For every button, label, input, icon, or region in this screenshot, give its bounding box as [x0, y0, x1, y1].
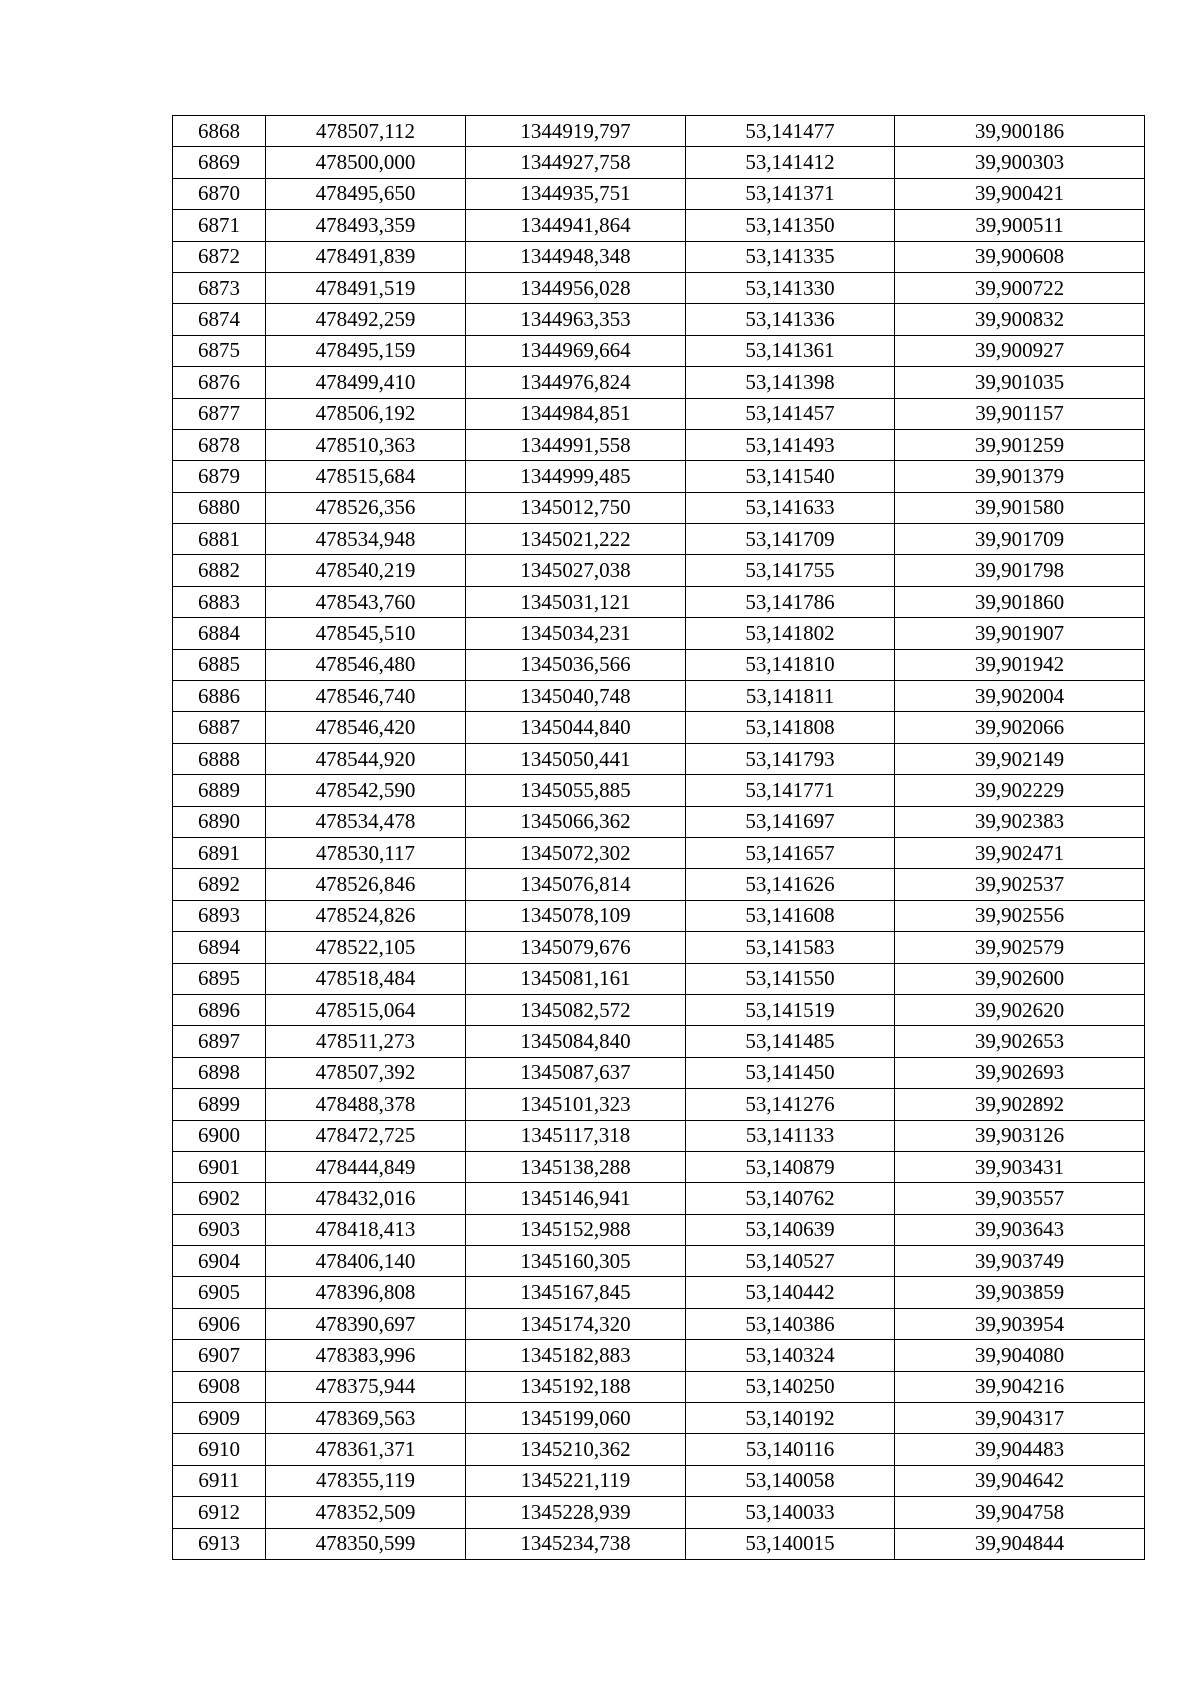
point-number-cell: 6911: [173, 1465, 266, 1496]
latitude-cell: 53,141485: [686, 1026, 895, 1057]
latitude-cell: 53,141811: [686, 681, 895, 712]
latitude-cell: 53,141583: [686, 932, 895, 963]
point-number-cell: 6894: [173, 932, 266, 963]
point-number-cell: 6871: [173, 210, 266, 241]
y-coordinate-cell: 1345040,748: [466, 681, 686, 712]
longitude-cell: 39,902892: [895, 1089, 1145, 1120]
longitude-cell: 39,903126: [895, 1120, 1145, 1151]
y-coordinate-cell: 1345082,572: [466, 994, 686, 1025]
table-row: [173, 147, 1145, 178]
x-coordinate-cell: 478418,413: [266, 1214, 466, 1245]
point-number-cell: 6898: [173, 1057, 266, 1088]
point-number-cell: 6891: [173, 837, 266, 868]
table-row: [173, 1403, 1145, 1434]
point-number-cell: 6869: [173, 147, 266, 178]
x-coordinate-cell: 478488,378: [266, 1089, 466, 1120]
point-number-cell: 6879: [173, 461, 266, 492]
x-coordinate-cell: 478444,849: [266, 1151, 466, 1182]
point-number-cell: 6886: [173, 681, 266, 712]
table-row: [173, 837, 1145, 868]
longitude-cell: 39,902579: [895, 932, 1145, 963]
x-coordinate-cell: 478511,273: [266, 1026, 466, 1057]
longitude-cell: 39,904758: [895, 1497, 1145, 1528]
table-row: [173, 1308, 1145, 1339]
latitude-cell: 53,140250: [686, 1371, 895, 1402]
y-coordinate-cell: 1344948,348: [466, 241, 686, 272]
latitude-cell: 53,141477: [686, 116, 895, 147]
y-coordinate-cell: 1344963,353: [466, 304, 686, 335]
table-row: [173, 743, 1145, 774]
longitude-cell: 39,904642: [895, 1465, 1145, 1496]
longitude-cell: 39,901798: [895, 555, 1145, 586]
latitude-cell: 53,141493: [686, 429, 895, 460]
x-coordinate-cell: 478500,000: [266, 147, 466, 178]
x-coordinate-cell: 478507,112: [266, 116, 466, 147]
latitude-cell: 53,141450: [686, 1057, 895, 1088]
longitude-cell: 39,902229: [895, 775, 1145, 806]
y-coordinate-cell: 1344919,797: [466, 116, 686, 147]
y-coordinate-cell: 1345081,161: [466, 963, 686, 994]
y-coordinate-cell: 1345012,750: [466, 492, 686, 523]
y-coordinate-cell: 1344941,864: [466, 210, 686, 241]
y-coordinate-cell: 1345199,060: [466, 1403, 686, 1434]
point-number-cell: 6880: [173, 492, 266, 523]
longitude-cell: 39,904317: [895, 1403, 1145, 1434]
table-row: [173, 1277, 1145, 1308]
latitude-cell: 53,141335: [686, 241, 895, 272]
point-number-cell: 6907: [173, 1340, 266, 1371]
point-number-cell: 6905: [173, 1277, 266, 1308]
table-row: [173, 398, 1145, 429]
latitude-cell: 53,141371: [686, 178, 895, 209]
longitude-cell: 39,901907: [895, 618, 1145, 649]
longitude-cell: 39,902537: [895, 869, 1145, 900]
table-row: [173, 649, 1145, 680]
table-row: [173, 1497, 1145, 1528]
y-coordinate-cell: 1345044,840: [466, 712, 686, 743]
point-number-cell: 6908: [173, 1371, 266, 1402]
point-number-cell: 6901: [173, 1151, 266, 1182]
x-coordinate-cell: 478546,420: [266, 712, 466, 743]
table-row: [173, 963, 1145, 994]
x-coordinate-cell: 478515,064: [266, 994, 466, 1025]
table-row: [173, 461, 1145, 492]
table-row: [173, 806, 1145, 837]
table-row: [173, 1246, 1145, 1277]
x-coordinate-cell: 478540,219: [266, 555, 466, 586]
point-number-cell: 6913: [173, 1528, 266, 1559]
y-coordinate-cell: 1345055,885: [466, 775, 686, 806]
point-number-cell: 6912: [173, 1497, 266, 1528]
longitude-cell: 39,903643: [895, 1214, 1145, 1245]
x-coordinate-cell: 478432,016: [266, 1183, 466, 1214]
latitude-cell: 53,141133: [686, 1120, 895, 1151]
longitude-cell: 39,900511: [895, 210, 1145, 241]
x-coordinate-cell: 478406,140: [266, 1246, 466, 1277]
table-row: [173, 1026, 1145, 1057]
x-coordinate-cell: 478369,563: [266, 1403, 466, 1434]
point-number-cell: 6876: [173, 367, 266, 398]
latitude-cell: 53,141626: [686, 869, 895, 900]
table-row: [173, 241, 1145, 272]
longitude-cell: 39,901035: [895, 367, 1145, 398]
y-coordinate-cell: 1344935,751: [466, 178, 686, 209]
x-coordinate-cell: 478361,371: [266, 1434, 466, 1465]
table-row: [173, 429, 1145, 460]
longitude-cell: 39,904483: [895, 1434, 1145, 1465]
x-coordinate-cell: 478526,356: [266, 492, 466, 523]
x-coordinate-cell: 478491,839: [266, 241, 466, 272]
longitude-cell: 39,903749: [895, 1246, 1145, 1277]
latitude-cell: 53,141540: [686, 461, 895, 492]
latitude-cell: 53,141361: [686, 335, 895, 366]
longitude-cell: 39,902556: [895, 900, 1145, 931]
latitude-cell: 53,141755: [686, 555, 895, 586]
point-number-cell: 6900: [173, 1120, 266, 1151]
longitude-cell: 39,902004: [895, 681, 1145, 712]
x-coordinate-cell: 478545,510: [266, 618, 466, 649]
x-coordinate-cell: 478491,519: [266, 272, 466, 303]
table-row: [173, 1120, 1145, 1151]
longitude-cell: 39,903859: [895, 1277, 1145, 1308]
x-coordinate-cell: 478493,359: [266, 210, 466, 241]
longitude-cell: 39,900832: [895, 304, 1145, 335]
latitude-cell: 53,141412: [686, 147, 895, 178]
longitude-cell: 39,901860: [895, 586, 1145, 617]
latitude-cell: 53,141276: [686, 1089, 895, 1120]
x-coordinate-cell: 478506,192: [266, 398, 466, 429]
longitude-cell: 39,902149: [895, 743, 1145, 774]
latitude-cell: 53,140033: [686, 1497, 895, 1528]
x-coordinate-cell: 478534,948: [266, 524, 466, 555]
y-coordinate-cell: 1345234,738: [466, 1528, 686, 1559]
x-coordinate-cell: 478510,363: [266, 429, 466, 460]
x-coordinate-cell: 478534,478: [266, 806, 466, 837]
latitude-cell: 53,140762: [686, 1183, 895, 1214]
latitude-cell: 53,141697: [686, 806, 895, 837]
table-row: [173, 869, 1145, 900]
latitude-cell: 53,141398: [686, 367, 895, 398]
point-number-cell: 6882: [173, 555, 266, 586]
longitude-cell: 39,900303: [895, 147, 1145, 178]
table-row: [173, 994, 1145, 1025]
y-coordinate-cell: 1345084,840: [466, 1026, 686, 1057]
y-coordinate-cell: 1345101,323: [466, 1089, 686, 1120]
longitude-cell: 39,904080: [895, 1340, 1145, 1371]
point-number-cell: 6904: [173, 1246, 266, 1277]
table-row: [173, 1340, 1145, 1371]
latitude-cell: 53,141350: [686, 210, 895, 241]
table-row: [173, 335, 1145, 366]
y-coordinate-cell: 1345027,038: [466, 555, 686, 586]
table-row: [173, 775, 1145, 806]
y-coordinate-cell: 1344976,824: [466, 367, 686, 398]
y-coordinate-cell: 1345117,318: [466, 1120, 686, 1151]
latitude-cell: 53,141457: [686, 398, 895, 429]
point-number-cell: 6873: [173, 272, 266, 303]
longitude-cell: 39,902693: [895, 1057, 1145, 1088]
y-coordinate-cell: 1345167,845: [466, 1277, 686, 1308]
point-number-cell: 6895: [173, 963, 266, 994]
latitude-cell: 53,140192: [686, 1403, 895, 1434]
table-row: [173, 524, 1145, 555]
latitude-cell: 53,140058: [686, 1465, 895, 1496]
x-coordinate-cell: 478544,920: [266, 743, 466, 774]
point-number-cell: 6909: [173, 1403, 266, 1434]
longitude-cell: 39,902471: [895, 837, 1145, 868]
y-coordinate-cell: 1345152,988: [466, 1214, 686, 1245]
longitude-cell: 39,902383: [895, 806, 1145, 837]
longitude-cell: 39,904216: [895, 1371, 1145, 1402]
point-number-cell: 6868: [173, 116, 266, 147]
latitude-cell: 53,141793: [686, 743, 895, 774]
y-coordinate-cell: 1345160,305: [466, 1246, 686, 1277]
longitude-cell: 39,901157: [895, 398, 1145, 429]
x-coordinate-cell: 478542,590: [266, 775, 466, 806]
point-number-cell: 6884: [173, 618, 266, 649]
latitude-cell: 53,141709: [686, 524, 895, 555]
y-coordinate-cell: 1345034,231: [466, 618, 686, 649]
latitude-cell: 53,140879: [686, 1151, 895, 1182]
point-number-cell: 6877: [173, 398, 266, 429]
point-number-cell: 6887: [173, 712, 266, 743]
table-row: [173, 367, 1145, 398]
latitude-cell: 53,141786: [686, 586, 895, 617]
x-coordinate-cell: 478526,846: [266, 869, 466, 900]
table-row: [173, 586, 1145, 617]
longitude-cell: 39,901942: [895, 649, 1145, 680]
x-coordinate-cell: 478472,725: [266, 1120, 466, 1151]
table-row: [173, 1151, 1145, 1182]
latitude-cell: 53,141336: [686, 304, 895, 335]
table-row: [173, 900, 1145, 931]
longitude-cell: 39,900722: [895, 272, 1145, 303]
latitude-cell: 53,140386: [686, 1308, 895, 1339]
y-coordinate-cell: 1345182,883: [466, 1340, 686, 1371]
latitude-cell: 53,141330: [686, 272, 895, 303]
y-coordinate-cell: 1345050,441: [466, 743, 686, 774]
point-number-cell: 6896: [173, 994, 266, 1025]
point-number-cell: 6888: [173, 743, 266, 774]
table-row: [173, 210, 1145, 241]
y-coordinate-cell: 1344927,758: [466, 147, 686, 178]
point-number-cell: 6890: [173, 806, 266, 837]
y-coordinate-cell: 1345228,939: [466, 1497, 686, 1528]
latitude-cell: 53,140324: [686, 1340, 895, 1371]
point-number-cell: 6892: [173, 869, 266, 900]
x-coordinate-cell: 478383,996: [266, 1340, 466, 1371]
point-number-cell: 6903: [173, 1214, 266, 1245]
point-number-cell: 6881: [173, 524, 266, 555]
latitude-cell: 53,141633: [686, 492, 895, 523]
table-row: [173, 712, 1145, 743]
longitude-cell: 39,900186: [895, 116, 1145, 147]
y-coordinate-cell: 1345036,566: [466, 649, 686, 680]
latitude-cell: 53,140015: [686, 1528, 895, 1559]
latitude-cell: 53,141608: [686, 900, 895, 931]
x-coordinate-cell: 478546,480: [266, 649, 466, 680]
longitude-cell: 39,901580: [895, 492, 1145, 523]
y-coordinate-cell: 1345072,302: [466, 837, 686, 868]
longitude-cell: 39,903431: [895, 1151, 1145, 1182]
y-coordinate-cell: 1344956,028: [466, 272, 686, 303]
point-number-cell: 6889: [173, 775, 266, 806]
y-coordinate-cell: 1345031,121: [466, 586, 686, 617]
longitude-cell: 39,901259: [895, 429, 1145, 460]
latitude-cell: 53,141808: [686, 712, 895, 743]
point-number-cell: 6902: [173, 1183, 266, 1214]
longitude-cell: 39,900421: [895, 178, 1145, 209]
x-coordinate-cell: 478530,117: [266, 837, 466, 868]
point-number-cell: 6870: [173, 178, 266, 209]
point-number-cell: 6910: [173, 1434, 266, 1465]
coordinates-table-body: [173, 116, 1145, 1560]
y-coordinate-cell: 1345192,188: [466, 1371, 686, 1402]
y-coordinate-cell: 1344991,558: [466, 429, 686, 460]
x-coordinate-cell: 478543,760: [266, 586, 466, 617]
latitude-cell: 53,141802: [686, 618, 895, 649]
latitude-cell: 53,141550: [686, 963, 895, 994]
x-coordinate-cell: 478524,826: [266, 900, 466, 931]
table-row: [173, 681, 1145, 712]
y-coordinate-cell: 1344999,485: [466, 461, 686, 492]
y-coordinate-cell: 1345078,109: [466, 900, 686, 931]
latitude-cell: 53,141810: [686, 649, 895, 680]
table-row: [173, 178, 1145, 209]
x-coordinate-cell: 478355,119: [266, 1465, 466, 1496]
y-coordinate-cell: 1345076,814: [466, 869, 686, 900]
y-coordinate-cell: 1345210,362: [466, 1434, 686, 1465]
point-number-cell: 6872: [173, 241, 266, 272]
point-number-cell: 6875: [173, 335, 266, 366]
table-row: [173, 932, 1145, 963]
x-coordinate-cell: 478396,808: [266, 1277, 466, 1308]
table-row: [173, 304, 1145, 335]
table-row: [173, 1057, 1145, 1088]
longitude-cell: 39,901379: [895, 461, 1145, 492]
point-number-cell: 6878: [173, 429, 266, 460]
x-coordinate-cell: 478515,684: [266, 461, 466, 492]
point-number-cell: 6906: [173, 1308, 266, 1339]
y-coordinate-cell: 1345174,320: [466, 1308, 686, 1339]
latitude-cell: 53,140639: [686, 1214, 895, 1245]
point-number-cell: 6874: [173, 304, 266, 335]
x-coordinate-cell: 478375,944: [266, 1371, 466, 1402]
y-coordinate-cell: 1344984,851: [466, 398, 686, 429]
longitude-cell: 39,900927: [895, 335, 1145, 366]
y-coordinate-cell: 1345021,222: [466, 524, 686, 555]
longitude-cell: 39,902600: [895, 963, 1145, 994]
table-row: [173, 492, 1145, 523]
x-coordinate-cell: 478518,484: [266, 963, 466, 994]
table-row: [173, 1528, 1145, 1559]
longitude-cell: 39,901709: [895, 524, 1145, 555]
table-row: [173, 1214, 1145, 1245]
point-number-cell: 6893: [173, 900, 266, 931]
table-row: [173, 1434, 1145, 1465]
x-coordinate-cell: 478495,159: [266, 335, 466, 366]
table-row: [173, 1371, 1145, 1402]
table-row: [173, 618, 1145, 649]
x-coordinate-cell: 478522,105: [266, 932, 466, 963]
point-number-cell: 6883: [173, 586, 266, 617]
x-coordinate-cell: 478495,650: [266, 178, 466, 209]
table-row: [173, 272, 1145, 303]
table-row: [173, 1465, 1145, 1496]
point-number-cell: 6899: [173, 1089, 266, 1120]
x-coordinate-cell: 478546,740: [266, 681, 466, 712]
y-coordinate-cell: 1345066,362: [466, 806, 686, 837]
latitude-cell: 53,140527: [686, 1246, 895, 1277]
longitude-cell: 39,902653: [895, 1026, 1145, 1057]
latitude-cell: 53,141657: [686, 837, 895, 868]
latitude-cell: 53,140116: [686, 1434, 895, 1465]
latitude-cell: 53,141771: [686, 775, 895, 806]
y-coordinate-cell: 1344969,664: [466, 335, 686, 366]
y-coordinate-cell: 1345138,288: [466, 1151, 686, 1182]
y-coordinate-cell: 1345221,119: [466, 1465, 686, 1496]
table-row: [173, 116, 1145, 147]
latitude-cell: 53,141519: [686, 994, 895, 1025]
y-coordinate-cell: 1345079,676: [466, 932, 686, 963]
table-row: [173, 1183, 1145, 1214]
table-row: [173, 1089, 1145, 1120]
x-coordinate-cell: 478352,509: [266, 1497, 466, 1528]
longitude-cell: 39,902066: [895, 712, 1145, 743]
latitude-cell: 53,140442: [686, 1277, 895, 1308]
y-coordinate-cell: 1345146,941: [466, 1183, 686, 1214]
y-coordinate-cell: 1345087,637: [466, 1057, 686, 1088]
x-coordinate-cell: 478390,697: [266, 1308, 466, 1339]
x-coordinate-cell: 478499,410: [266, 367, 466, 398]
longitude-cell: 39,904844: [895, 1528, 1145, 1559]
longitude-cell: 39,903954: [895, 1308, 1145, 1339]
point-number-cell: 6885: [173, 649, 266, 680]
x-coordinate-cell: 478507,392: [266, 1057, 466, 1088]
longitude-cell: 39,903557: [895, 1183, 1145, 1214]
longitude-cell: 39,902620: [895, 994, 1145, 1025]
x-coordinate-cell: 478350,599: [266, 1528, 466, 1559]
coordinates-table: [172, 115, 1145, 1560]
table-row: [173, 555, 1145, 586]
longitude-cell: 39,900608: [895, 241, 1145, 272]
point-number-cell: 6897: [173, 1026, 266, 1057]
x-coordinate-cell: 478492,259: [266, 304, 466, 335]
